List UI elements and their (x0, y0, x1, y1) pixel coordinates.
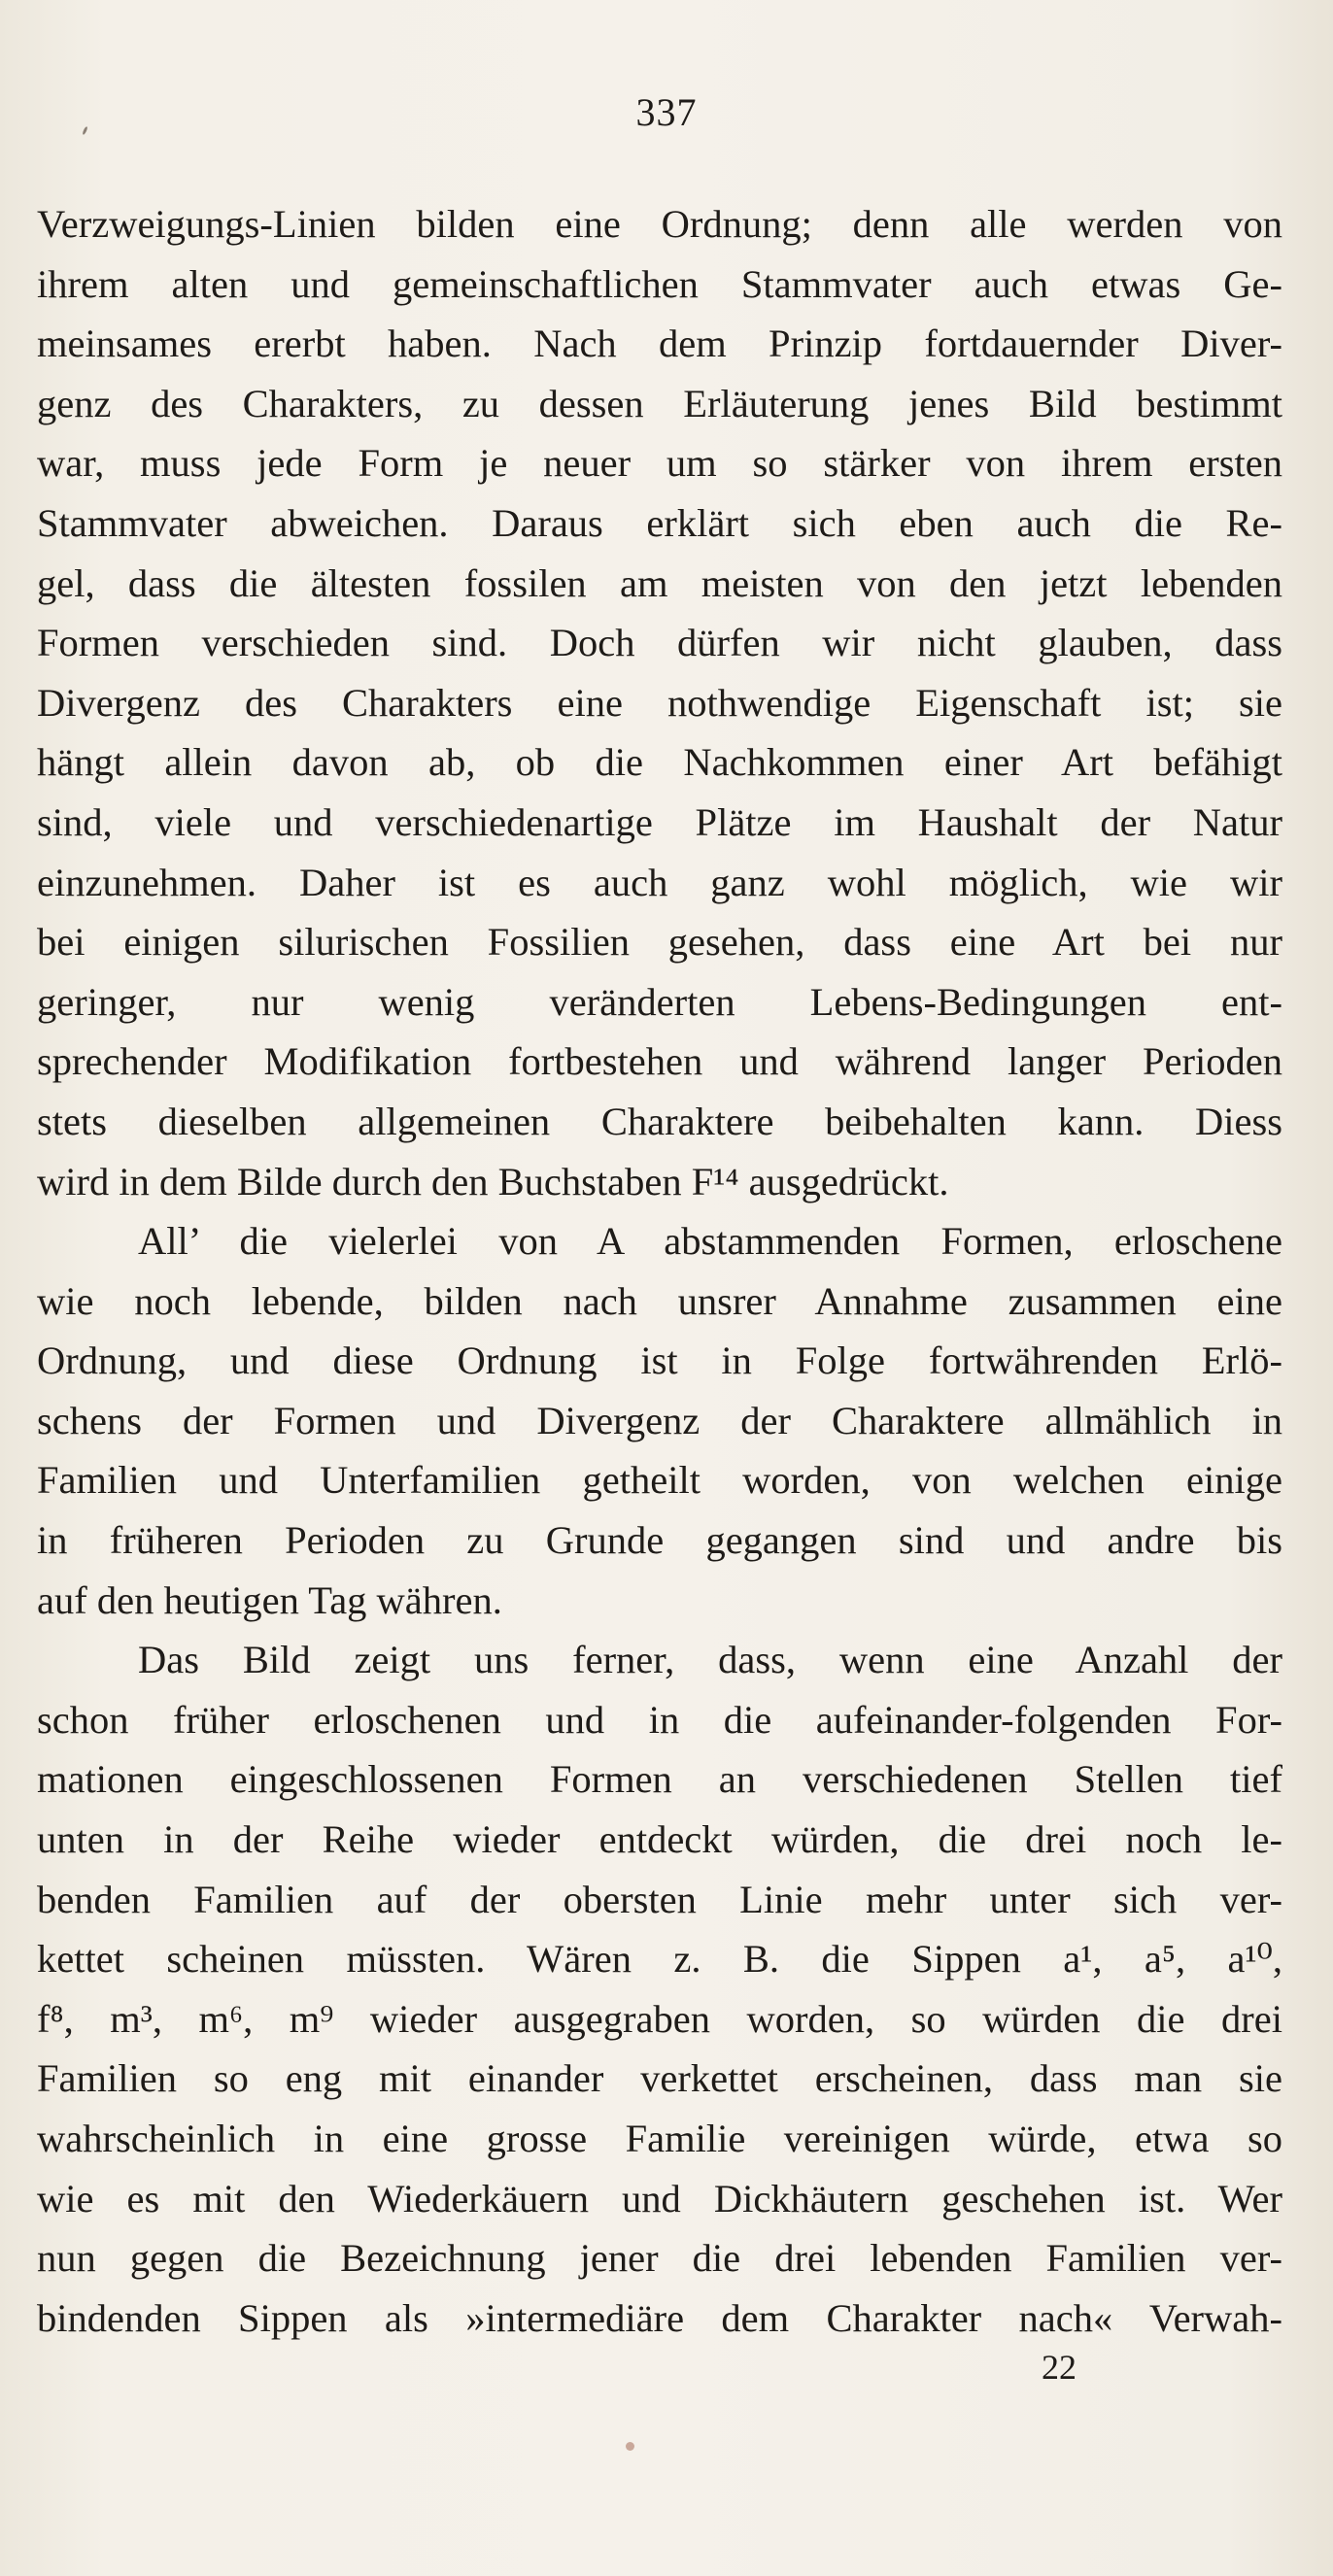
signature-mark: 22 (1042, 2348, 1077, 2387)
text-line: kettet scheinen müssten. Wären z. B. die Sippen a¹, a⁵, a¹⁰, (37, 1937, 1282, 1982)
ink-speck (626, 2442, 634, 2451)
text-line: Formen verschieden sind. Doch dürfen wir nicht glauben, dass (37, 621, 1282, 665)
text-line: Verzweigungs-Linien bilden eine Ordnung; denn alle werden von (37, 202, 1282, 246)
text-line: schon früher erloschenen und in die aufeinander-folgenden For- (37, 1697, 1282, 1742)
text-line: Divergenz des Charakters eine nothwendige Eigenschaft ist; sie (37, 680, 1282, 725)
page-number: 337 (635, 90, 698, 134)
text-line: in früheren Perioden zu Grunde gegangen sind und andre bis (37, 1518, 1282, 1563)
text-line: bindenden Sippen als »intermediäre dem Charakter nach« Verwah- (37, 2295, 1282, 2340)
text-line: wie es mit den Wiederkäuern und Dickhäutern geschehen ist. Wer (37, 2176, 1282, 2220)
text-line: bei einigen silurischen Fossilien gesehen, dass eine Art bei nur (37, 920, 1282, 965)
text-line: Familien und Unterfamilien getheilt worden, von welchen einige (37, 1458, 1282, 1503)
text-line: All’ die vielerlei von A abstammenden Formen, erloschene (138, 1219, 1282, 1264)
text-line: nun gegen die Bezeichnung jener die drei lebenden Familien ver- (37, 2236, 1282, 2281)
text-line: sprechender Modifikation fortbestehen und während langer Perioden (37, 1039, 1282, 1084)
text-line: sind, viele und verschiedenartige Plätze im Haushalt der Natur (37, 799, 1282, 844)
text-line: stets dieselben allgemeinen Charaktere beibehalten kann. Diess (37, 1099, 1282, 1143)
text-line: meinsames ererbt haben. Nach dem Prinzip fortdauernder Diver- (37, 322, 1282, 366)
text-line: unten in der Reihe wieder entdeckt würden, die drei noch le- (37, 1817, 1282, 1862)
text-line: ihrem alten und gemeinschaftlichen Stammvater auch etwas Ge- (37, 261, 1282, 306)
text-line: Das Bild zeigt uns ferner, dass, wenn eine Anzahl der (138, 1638, 1282, 1682)
text-line: f⁸, m³, m⁶, m⁹ wieder ausgegraben worden, so würden die drei (37, 1996, 1282, 2041)
text-line: hängt allein davon ab, ob die Nachkommen einer Art befähigt (37, 740, 1282, 785)
text-line: auf den heutigen Tag währen. (37, 1577, 502, 1622)
text-line: Ordnung, und diese Ordnung ist in Folge fortwährenden Erlö- (37, 1339, 1282, 1383)
text-line: wird in dem Bilde durch den Buchstaben F¹⁴ ausgedrückt. (37, 1159, 949, 1203)
text-line: wie noch lebende, bilden nach unsrer Annahme zusammen eine (37, 1278, 1282, 1323)
text-line: schens der Formen und Divergenz der Charaktere allmählich in (37, 1398, 1282, 1442)
body-text (37, 194, 1282, 2348)
text-line: mationen eingeschlossenen Formen an verschiedenen Stellen tief (37, 1757, 1282, 1802)
text-line: Stammvater abweichen. Daraus erklärt sich eben auch die Re- (37, 500, 1282, 545)
text-line: wahrscheinlich in eine grosse Familie vereinigen würde, etwa so (37, 2117, 1282, 2160)
text-line: genz des Charakters, zu dessen Erläuterung jenes Bild bestimmt (37, 381, 1282, 425)
text-line: war, muss jede Form je neuer um so stärker von ihrem ersten (37, 441, 1282, 486)
text-line: einzunehmen. Daher ist es auch ganz wohl möglich, wie wir (37, 860, 1282, 904)
text-line: geringer, nur wenig veränderten Lebens-Bedingungen ent- (37, 979, 1282, 1024)
text-line: gel, dass die ältesten fossilen am meisten von den jetzt lebenden (37, 560, 1282, 605)
text-line: Familien so eng mit einander verkettet erscheinen, dass man sie (37, 2056, 1282, 2101)
text-line: benden Familien auf der obersten Linie mehr unter sich ver- (37, 1877, 1282, 1921)
